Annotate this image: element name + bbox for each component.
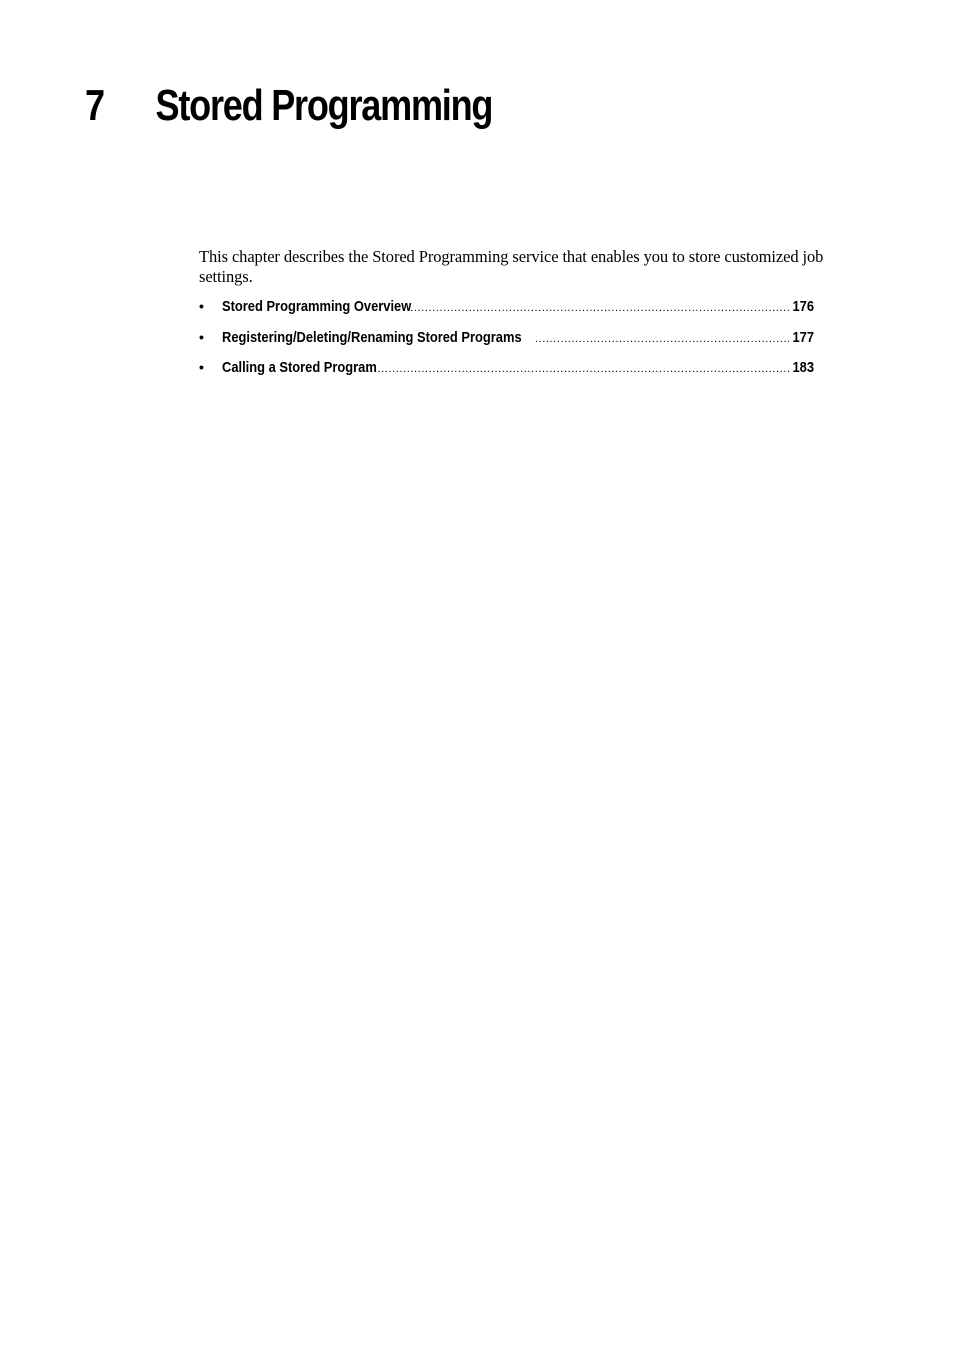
bullet-icon: • (199, 359, 204, 375)
toc-item[interactable] (199, 326, 814, 357)
dot-leader (367, 358, 789, 380)
chapter-heading (85, 78, 492, 138)
bullet-icon: • (199, 328, 204, 345)
toc-title[interactable]: Calling a Stored Program (222, 359, 377, 376)
bullet-icon: • (199, 298, 204, 314)
chapter-number: 7 (85, 81, 104, 130)
toc-page-number[interactable]: 176 (792, 298, 814, 315)
toc-entry[interactable] (222, 327, 814, 350)
toc-entry[interactable] (222, 357, 814, 380)
toc-title[interactable]: Registering/Deleting/Renaming Stored Programs (222, 328, 522, 346)
toc-entry[interactable] (222, 296, 814, 319)
toc-title[interactable]: Stored Programming Overview (222, 298, 412, 315)
dot-leader (407, 297, 789, 319)
dot-leader (535, 328, 789, 350)
toc-item[interactable] (199, 356, 814, 387)
toc-page-number[interactable]: 183 (792, 359, 814, 376)
table-of-contents (199, 295, 814, 387)
chapter-title: Stored Programming (155, 81, 493, 130)
toc-item[interactable] (199, 295, 814, 326)
toc-page-number[interactable]: 177 (792, 328, 814, 346)
chapter-intro: This chapter describes the Stored Programming service that enables you to store customized job settings. (199, 247, 824, 286)
